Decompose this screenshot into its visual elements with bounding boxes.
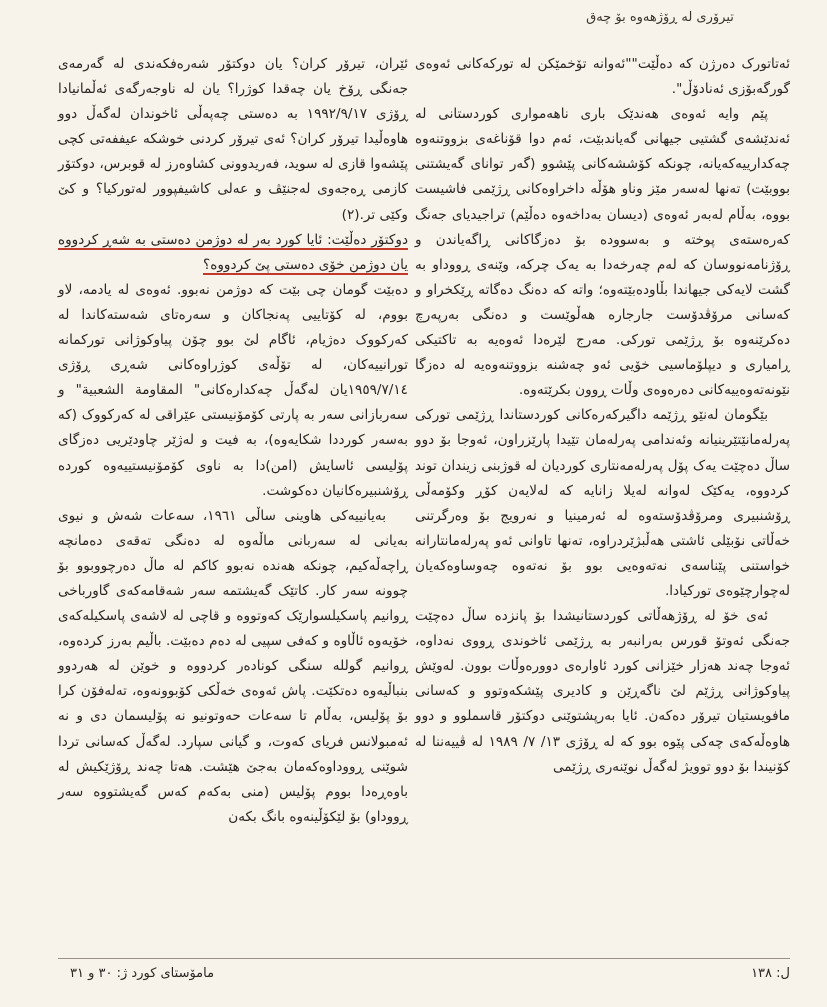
right-paragraph-1: ئەتاتورک دەرژن کە دەڵێت""ئەوانە تۆخمێکن لە تورکەکانی ئەوەی گورگەبۆزی ئەنادۆڵ". xyxy=(415,56,790,98)
left-paragraph-3: بەیانییەکی هاوینی ساڵی ١٩٦١، سەعات شەش و نیوی بەیانی لە سەربانی ماڵەوە لە دەنگی تەقەی دەمانچە ڕاچەڵەکیم، چونکە هەندە نەبوو کاکم لە ماڵ دەرچووبوو بۆ چوونە سەر کار. کاتێک گەیشتمە سەر شەقامەکەی گاورباخی ڕوانیم پاسکیلسوارێک کەوتووە و قاچی لە لاشەی پاسکیلەکەی خۆیەوە ئاڵاوە و کەفی سپیی لە دەم دەبێت. باڵیم بەرز کردەوە، ڕوانیم گوللە سنگی کونادەر کردووە و خوێن لە هەردوو بنباڵیەوە دەتکێت. پاش ئەوەی خەڵکی کۆبوونەوە، تەلەفۆن کرا بۆ پۆلیس، بەڵام تا سەعات حەوتونیو نە پۆلیسمان دی و نە ئەمبولانس فریای کەوت، و گیانی سپارد. لەگەڵ کەسانی تردا شوێنی ڕووداوەکەمان بەجێ هێشت. هەتا چەند ڕۆژێکیش لە باوەڕەدا بووم پۆلیس (منی بەکەم کەس گەیشتووە سەر ڕووداو) بۆ لێکۆڵینەوە بانگ بکەن xyxy=(58,507,408,825)
right-column xyxy=(415,52,790,780)
quote-line xyxy=(58,228,408,278)
underlined-question: دوکتۆر دەڵێت: ئایا کورد بەر لە دوژمن دەستی بە شەڕ کردووە یان دوژمن خۆی دەستی پێ کردووە؟ xyxy=(58,231,408,273)
right-paragraph-4: ئەی خۆ لە ڕۆژهەڵاتی کوردستانیشدا بۆ پانزدە ساڵ دەچێت جەنگی ئەوتۆ قورس بەرانبەر بە ڕژێمی ئاخوندی ڕووی نەداوە، ئەوجا چەند هەزار خێزانی کورد ئاوارەی دوورەوڵات بوون. لەوێش پیاوکوژانی ڕژێم لێ ناگەڕێن و کادیری پێشکەوتوو و کەسانی مافویستیان تیرۆر دەکەن. ئایا بەرپشتوێنی دوکتۆر قاسملوو و دوو هاوەڵەکەی چەکی پێوە بوو کە لە ڕۆژی ١٣/ ٧/ ١٩٨٩ لە ڤییەننا لە کۆنیندا بۆ دوو توویژ لەگەڵ نوێنەری ڕژێمی xyxy=(415,608,791,775)
magazine-issue: مامۆستای کورد ژ: ٣٠ و ٣١ xyxy=(70,966,215,981)
left-paragraph-1: ئێران، تیرۆر کران؟ یان دوکتۆر شەرەفکەندی لە گەرمەی جەنگی ڕۆخ یان چەقدا کوژرا؟ یان لە ناوجەرگەی ئەڵمانیادا ڕۆژی ١٩٩٢/٩/١٧ بە دەستی چەپەڵی ئاخوندان لەگەڵ دوو هاوەڵیدا تیرۆر کران؟ ئەی تیرۆر کردنی خوشکە عیففەتی کچی پێشەوا قازی لە سوید، فەریدوونی کشاوەرز لە قوبرس، دوکتۆر کازمی ڕەجەوی لەجنێڤ و عەلی کاشیفپوور لەتورکیا؟ و کێ وکێی تر.(٢) xyxy=(58,56,408,223)
left-paragraph-2: دەبێت گومان چی بێت کە دوژمن نەبوو. ئەوەی لە یادمە، لاو بووم، لە کۆتاییی پەنجاکان و سەرەتای شەستەکاندا لە کەرکووک دەژیام، ئاگام لێ بوو چۆن پیاوکوژانی تورکمانە تورانییەکان، لە تۆڵەی کوژراوەکانی شەڕی ڕۆژی ١٩٥٩/٧/١٤یان لەگەڵ چەکدارەکانی" المقاومة الشعبیة" و سەربازانی سەر بە پارتی کۆمۆنیستی عێراقی لە کەرکووک (کە بەسەر کورددا شکایەوە)، بە فیت و لەژێر چاودێریی دەزگای پۆلیسی ئاسایش (امن)دا بە ناوی کۆمۆنیستییەوە کوردە ڕۆشنبیرەکانیان دەکوشت. xyxy=(58,281,408,499)
left-column xyxy=(58,52,408,830)
footer-divider xyxy=(58,958,790,959)
running-title: تیرۆری لە ڕۆژهەوە بۆ چەق xyxy=(586,10,734,25)
right-paragraph-2: پێم وایە ئەوەی هەندێک باری ناهەمواری کوردستانی لە ئەندێشەی گشتیی جیهانی گەیاندبێت، ئەم دوا قۆناغەی بزووتنەوە چەکدارییەکەیانە، چونکە کۆششەکانی پێشوو (گەر توانای گەیشتنی بووبێت) تەنها لەسەر مێز وناو هۆڵە داخراوەکانی ڕژێمی فاشیست بووە، بەڵام لەبەر ئەوەی (دیسان بەداخەوە دەڵێم) تراجیدیای جەنگ کەرەستەی پوختە و بەسوودە بۆ دەزگاکانی ڕاگەیاندن و ڕۆژنامەنووسان کە لەم چەرخەدا بە یەک چرکە، وێنەی ڕووداو بە گشت لایەکی جیهاندا بڵاودەبێتەوە؛ واتە کە دەنگ دەگاتە ڕێکخراو و کەسانی مرۆڤدۆست جارجارە هەڵوێست و دەنگی بەرپەرچ دەکرێنەوە بۆ ڕژێمی تورکی. مەرج لێرەدا ئەوەیە بە تاکتیکی ڕامیاری و دیپلۆماسیی خۆیی ئەو چەشنە بزووتنەوەیە لە دەزگا نێونەتەوەییەکانی دەرەوەی وڵات ڕوون بکرێتەوە. xyxy=(415,106,790,399)
right-paragraph-3: بێگومان لەنێو ڕژێمە داگیرکەرەکانی کوردستاندا ڕژێمی تورکی پەرلەمانێتێرینیانە وئەندامی پەرلەمان تێیدا پارێزراون، ئەوجا بۆ دوو ساڵ دەچێت یەک پۆل پەرلەمەنتاری کوردیان لە قوژبنی زیندان توند کردووە، یەکێک لەوانە لەیلا زانایە کە لەلایەن کۆڕ وکۆمەڵی ڕۆشنبیری ومرۆڤدۆستەوە لە ئەرمینیا و نەرویج بۆ وەرگرتنی خەڵاتی نۆبێلی ئاشتی هەڵبژێردراوە، تەنها تاوانی ئەو پەرلەمانتارانە خواستنی پێناسەی نەتەوەیی بوو بۆ نەتەوە چەوساوەکەیان لەچوارچێوەی تورکیادا. xyxy=(415,407,790,599)
page-number: ل: ١٣٨ xyxy=(751,966,790,981)
